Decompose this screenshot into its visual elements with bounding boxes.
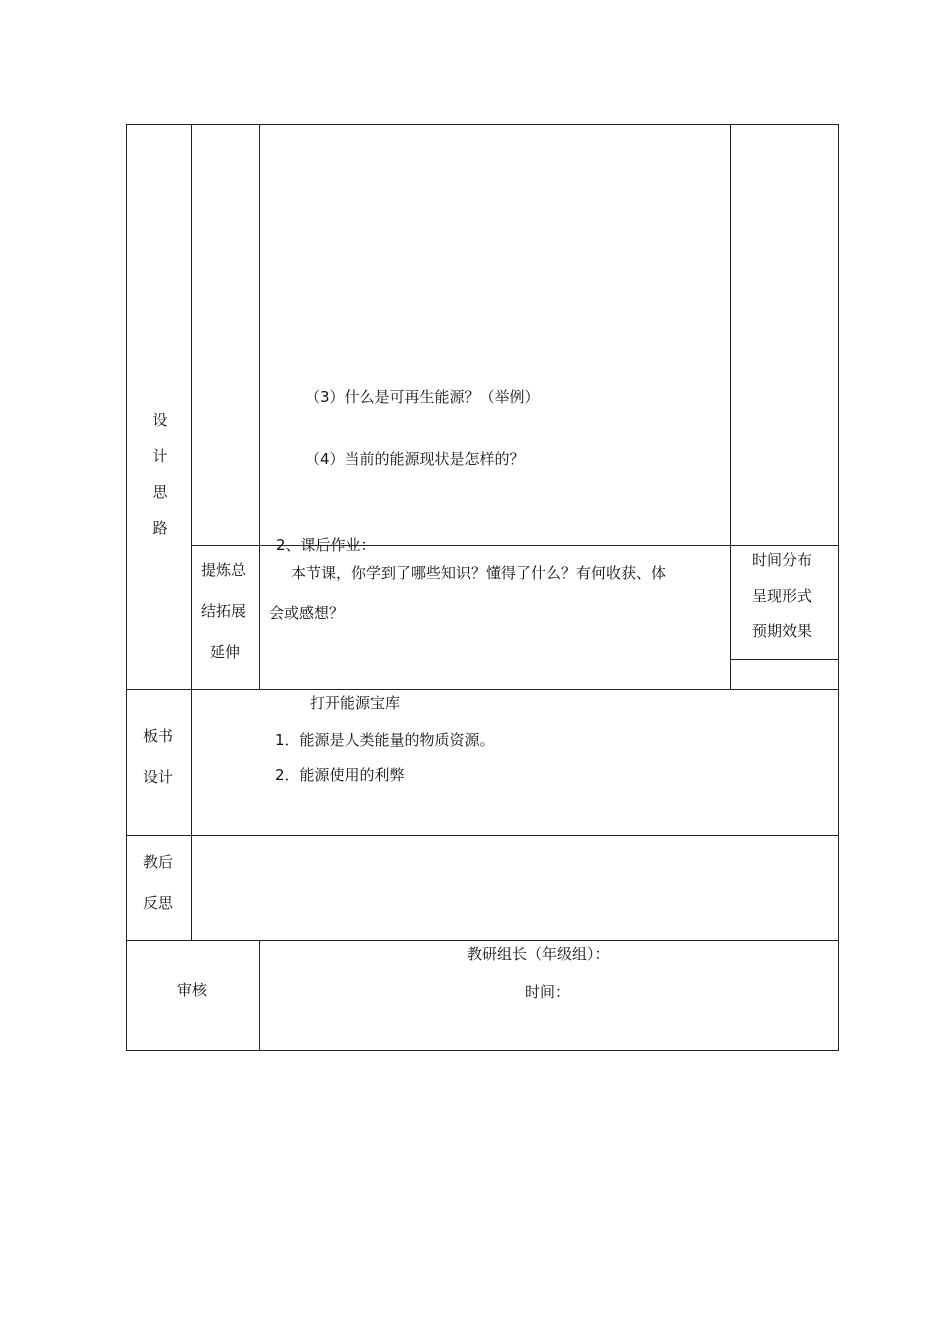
board-label-line-1: 板书 [143, 727, 174, 745]
board-label-line-2: 设计 [143, 768, 174, 786]
border-top [126, 124, 839, 125]
design-label: 设计思路 [152, 411, 168, 537]
col-divider-2 [259, 124, 260, 690]
divider-board-top [126, 689, 839, 690]
col-divider-3 [730, 124, 731, 690]
review-label: 审核 [177, 981, 208, 999]
summary-text-line-1: 本节课，你学到了哪些知识？懂得了什么？有何收获、体 [291, 564, 667, 582]
summary-side-line-2: 呈现形式 [752, 587, 813, 605]
design-homework: 2、课后作业： [276, 536, 376, 554]
summary-label-line-1: 提炼总 [201, 561, 247, 579]
divider-side-bottom [731, 659, 839, 660]
divider-summary-top [191, 545, 731, 546]
summary-text-line-2: 会或感想？ [269, 604, 345, 622]
col-divider-2-review [259, 940, 260, 1051]
summary-label-line-3: 延伸 [210, 643, 241, 661]
review-time: 时间： [525, 983, 571, 1001]
summary-side-line-1: 时间分布 [752, 551, 813, 569]
summary-side-line-3: 预期效果 [752, 622, 813, 640]
design-question-3: （3）什么是可再生能源？（举例） [305, 388, 540, 406]
divider-review-top [126, 940, 839, 941]
border-right [838, 124, 839, 1051]
reflection-label-line-2: 反思 [143, 894, 174, 912]
design-question-4: （4）当前的能源现状是怎样的？ [305, 450, 525, 468]
border-left [126, 124, 127, 1051]
board-title: 打开能源宝库 [310, 694, 401, 712]
reflection-label-line-1: 教后 [143, 853, 174, 871]
board-item-2: 2．能源使用的利弊 [275, 766, 405, 784]
board-item-1: 1．能源是人类能量的物质资源。 [275, 731, 495, 749]
divider-reflection-top [126, 835, 839, 836]
col-divider-1 [191, 124, 192, 941]
divider-side-top [731, 545, 839, 546]
summary-label-line-2: 结拓展 [201, 602, 247, 620]
border-bottom [126, 1050, 839, 1051]
review-leader: 教研组长（年级组）： [467, 945, 610, 963]
